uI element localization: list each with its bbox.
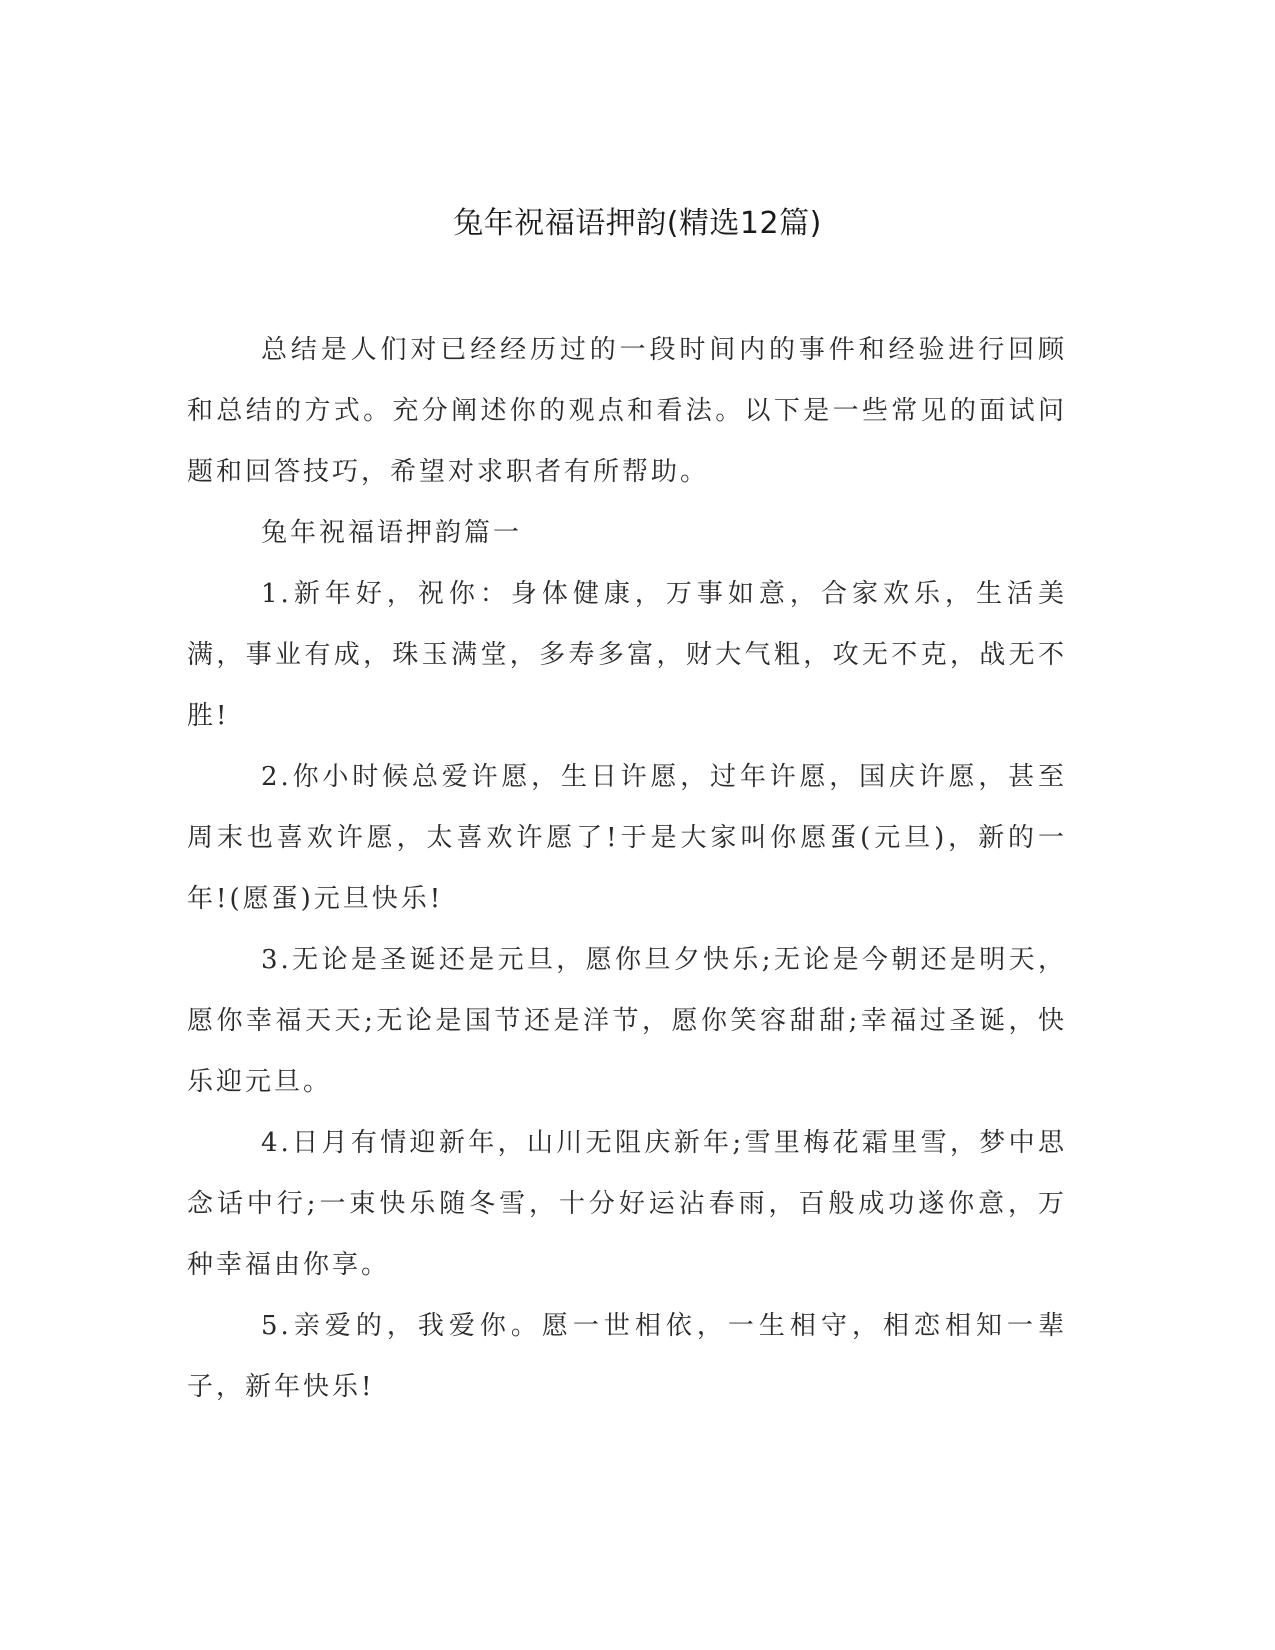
document-body bbox=[187, 320, 1067, 1418]
greeting-item-2: 2.你小时候总爱许愿，生日许愿，过年许愿，国庆许愿，甚至周末也喜欢许愿，太喜欢许愿了!于是大家叫你愿蛋(元旦)，新的一年!(愿蛋)元旦快乐! bbox=[187, 762, 1067, 914]
intro-paragraph: 总结是人们对已经经历过的一段时间内的事件和经验进行回顾和总结的方式。充分阐述你的观点和看法。以下是一些常见的面试问题和回答技巧，希望对求职者有所帮助。 bbox=[187, 335, 1067, 487]
greeting-item-4: 4.日月有情迎新年，山川无阻庆新年;雪里梅花霜里雪，梦中思念话中行;一束快乐随冬雪，十分好运沾春雨，百般成功遂你意，万种幸福由你享。 bbox=[187, 1128, 1067, 1280]
document-title: 兔年祝福语押韵(精选12篇) bbox=[453, 206, 822, 241]
section-heading: 兔年祝福语押韵篇一 bbox=[261, 518, 523, 548]
greeting-item-1: 1.新年好，祝你：身体健康，万事如意，合家欢乐，生活美满，事业有成，珠玉满堂，多寿多富，财大气粗，攻无不克，战无不胜! bbox=[187, 579, 1067, 731]
greeting-item-5: 5.亲爱的，我爱你。愿一世相依，一生相守，相恋相知一辈子，新年快乐! bbox=[187, 1311, 1067, 1402]
greeting-item-3: 3.无论是圣诞还是元旦，愿你旦夕快乐;无论是今朝还是明天，愿你幸福天天;无论是国节还是洋节，愿你笑容甜甜;幸福过圣诞，快乐迎元旦。 bbox=[187, 945, 1067, 1097]
